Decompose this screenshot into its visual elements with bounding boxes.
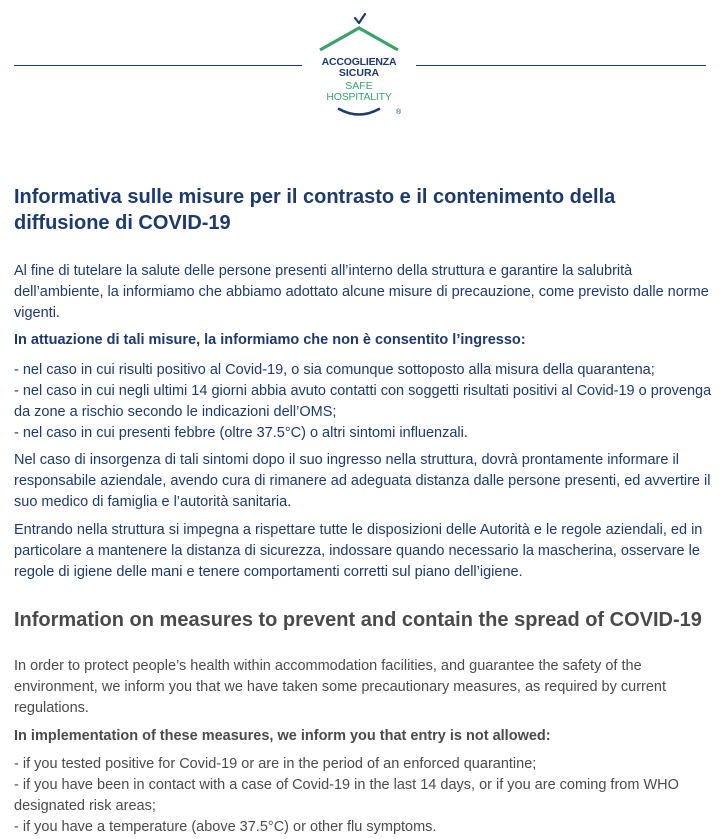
list-item: - nel caso in cui presenti febbre (oltre 37.5°C) o altri sintomi influenzali. bbox=[14, 425, 468, 441]
list-item: - if you tested positive for Covid-19 or are in the period of an enforced quarantine; bbox=[14, 756, 537, 772]
english-title: Information on measures to prevent and contain the spread of COVID-19 bbox=[14, 609, 702, 631]
english-intro: In order to protect people’s health within accommodation facilities, and guarantee the safety of the environment, we inform you that we have taken some precautionary measures, as required by current regulations. bbox=[14, 658, 667, 716]
italian-rules-paragraph: Entrando nella struttura si impegna a rispettare tutte le disposizioni delle Autorità e le regole aziendali, ed in particolare a mantenere la distanza di sicurezza, indossare quando necessario la mascherina, osservare le regole di igiene delle mani e tenere comportamenti corretti sul piano dell’igiene. bbox=[14, 522, 703, 580]
logo-line-safe: SAFE bbox=[345, 80, 373, 92]
italian-symptoms-paragraph: Nel caso di insorgenza di tali sintomi dopo il suo ingresso nella struttura, dovrà prontamente informare il responsabile aziendale, avendo cura di rimanere ad adeguata distanza dalle persone presenti, ed avvertire il suo medico di famiglia e l’autorità sanitaria. bbox=[14, 452, 711, 510]
logo-line-hospitality: HOSPITALITY bbox=[326, 91, 392, 103]
list-item: - if you have been in contact with a case of Covid-19 in the last 14 days, or if you are coming from WHO designated risk areas; bbox=[14, 777, 679, 814]
registered-mark: ® bbox=[396, 109, 402, 116]
italian-title: Informativa sulle misure per il contrasto e il contenimento della diffusione di COVID-19 bbox=[14, 186, 616, 234]
list-item: - nel caso in cui risulti positivo al Covid-19, o sia comunque sottoposto alla misura della quarantena; bbox=[14, 362, 655, 378]
header bbox=[0, 0, 722, 130]
english-entry-heading: In implementation of these measures, we inform you that entry is not allowed: bbox=[14, 728, 551, 744]
italian-intro: Al fine di tutelare la salute delle persone presenti all’interno della struttura e garantire la salubrità dell’ambiente, la informiamo che abbiamo adottato alcune misure di precauzione, come previsto dalle norme vigenti. bbox=[14, 263, 709, 321]
list-item: - nel caso in cui negli ultimi 14 giorni abbia avuto contatti con soggetti risultati positivi al Covid-19 o provenga da zone a rischio secondo le indicazioni dell’OMS; bbox=[14, 383, 712, 420]
italian-entry-heading: In attuazione di tali misure, la informiamo che non è consentito l’ingresso: bbox=[14, 332, 526, 348]
header-rule-left bbox=[14, 65, 302, 66]
list-item: - if you have a temperature (above 37.5°C) or other flu symptoms. bbox=[14, 819, 437, 835]
header-rule-right bbox=[416, 65, 706, 66]
english-bullet-list bbox=[14, 754, 714, 838]
italian-bullet-list bbox=[14, 360, 714, 444]
logo-line-sicura: SICURA bbox=[338, 67, 380, 79]
logo-line-accoglienza: ACCOGLIENZA bbox=[321, 56, 397, 68]
accoglienza-sicura-logo bbox=[302, 12, 416, 122]
